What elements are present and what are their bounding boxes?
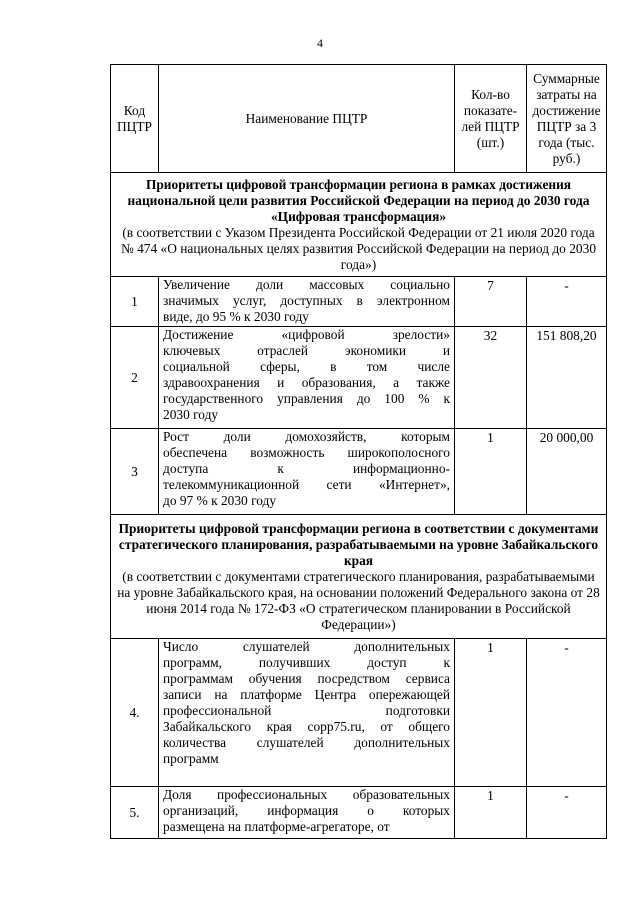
section-note: (в соответствии с документами стратегического планирования, разрабатываемыми на уровне Забайкальского края, на основании положений Федерального закона от 28 июня 2014 года № 172-ФЗ «О стратегическом планировании в Российской Федерации») (117, 569, 600, 632)
row-name-line: значимых услуг, доступных в электронном (163, 293, 450, 308)
row-count: 32 (455, 327, 527, 429)
row-name-line: программ, получивших доступ к (163, 655, 450, 670)
row-cost: - (527, 277, 607, 327)
row-code: 3 (111, 429, 159, 515)
row-name-line: программ (163, 751, 219, 766)
row-name-line: обеспечена возможность широкополосного (163, 445, 450, 460)
row-name-line: программам обучения посредством сервиса (163, 671, 450, 686)
row-name-line: Увеличение доли массовых социально (163, 277, 450, 292)
section-note: (в соответствии с Указом Президента Российской Федерации от 21 июля 2020 года № 474 «О национальных целях развития Российской Федерации на период до 2030 года») (120, 225, 597, 272)
row-name-line: профессиональной подготовки (163, 703, 450, 718)
row-name-line: Забайкальского края copp75.ru, от общего (163, 719, 450, 734)
row-code: 4. (111, 639, 159, 787)
row-name-line: записи на платформе Центра опережающей (163, 687, 450, 702)
row-name-line: до 97 % к 2030 году (163, 493, 277, 508)
header-name: Наименование ПЦТР (159, 65, 455, 173)
row-count: 1 (455, 787, 527, 839)
table-header-row (111, 65, 607, 173)
row-name-line: здравоохранения и образования, а также (163, 375, 450, 390)
table-row (111, 639, 607, 787)
row-name-line: доступа к информационно- (163, 461, 450, 476)
table-row (111, 327, 607, 429)
section-title: Приоритеты цифровой трансформации региона в рамках достижения национальной цели развития Российской Федерации на период до 2030 года «Цифровая трансформация» (127, 177, 590, 224)
row-count: 1 (455, 429, 527, 515)
row-name (159, 639, 455, 787)
row-code: 5. (111, 787, 159, 839)
row-name-line: 2030 году (163, 407, 219, 422)
row-cost: - (527, 639, 607, 787)
row-name-line: государственного управления до 100 % к (163, 391, 450, 406)
section-header (111, 173, 607, 277)
section-header (111, 515, 607, 639)
row-cost: 151 808,20 (527, 327, 607, 429)
row-name (159, 787, 455, 839)
row-name-line: Доля профессиональных образовательных (163, 787, 450, 802)
row-code: 2 (111, 327, 159, 429)
section-header-row (111, 173, 607, 277)
row-name-line: ключевых отраслей экономики и (163, 343, 450, 358)
row-count: 7 (455, 277, 527, 327)
header-code: Код ПЦТР (111, 65, 159, 173)
row-count: 1 (455, 639, 527, 787)
header-cost: Суммарные затраты на достижение ПЦТР за 3 года (тыс. руб.) (527, 65, 607, 173)
row-name-line: Число слушателей дополнительных (163, 639, 450, 654)
row-name-line: виде, до 95 % к 2030 году (163, 309, 309, 324)
row-name-line: организаций, информация о которых (163, 803, 450, 818)
row-name-line: социальной сферы, в том числе (163, 359, 450, 374)
row-cost: 20 000,00 (527, 429, 607, 515)
row-cost: - (527, 787, 607, 839)
row-name-line: телекоммуникационной сети «Интернет», (163, 477, 450, 492)
row-name (159, 327, 455, 429)
row-name (159, 429, 455, 515)
row-name-line: размещена на платформе-агрегаторе, от (163, 819, 390, 834)
pctr-table (110, 64, 607, 839)
table-row (111, 787, 607, 839)
row-name-line: количества слушателей дополнительных (163, 735, 450, 750)
section-title: Приоритеты цифровой трансформации региона в соответствии с документами стратегического планирования, разрабатываемыми на уровне Забайкальского края (118, 521, 599, 568)
table-row (111, 277, 607, 327)
row-code: 1 (111, 277, 159, 327)
row-name-line: Рост доли домохозяйств, которым (163, 429, 450, 444)
header-count: Кол-во показате-лей ПЦТР (шт.) (455, 65, 527, 173)
table-row (111, 429, 607, 515)
page-number: 4 (317, 36, 323, 50)
section-header-row (111, 515, 607, 639)
row-name-line: Достижение «цифровой зрелости» (163, 327, 450, 342)
row-name (159, 277, 455, 327)
